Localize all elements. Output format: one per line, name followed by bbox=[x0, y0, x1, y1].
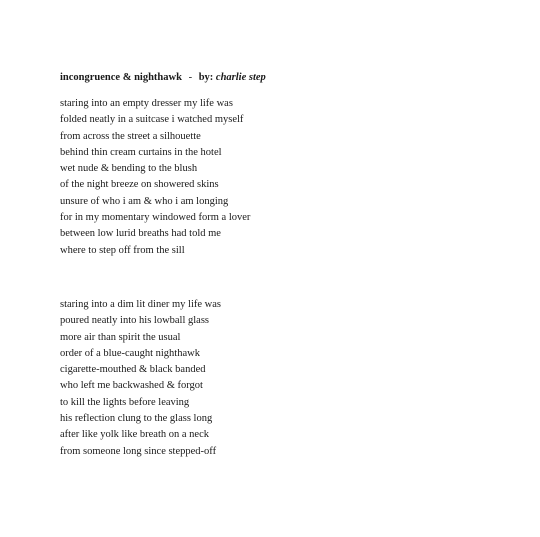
poem-line: for in my momentary windowed form a lover bbox=[60, 212, 251, 224]
poem-line: order of a blue-caught nighthawk bbox=[60, 347, 200, 359]
stanza-2 bbox=[60, 297, 500, 460]
poem-title-line bbox=[60, 70, 500, 86]
poem-line: where to step off from the sill bbox=[60, 244, 185, 256]
poem-line: more air than spirit the usual bbox=[60, 331, 181, 343]
poem-line: his reflection clung to the glass long bbox=[60, 413, 213, 425]
poem-line: poured neatly into his lowball glass bbox=[60, 315, 210, 327]
stanza-1 bbox=[60, 96, 500, 259]
byline-prefix: by: bbox=[198, 72, 214, 83]
poem-title: incongruence & nighthawk bbox=[60, 72, 182, 83]
poem-line: from across the street a silhouette bbox=[60, 130, 201, 142]
poem-line: after like yolk like breath on a neck bbox=[60, 429, 209, 441]
poem-author: charlie step bbox=[215, 72, 266, 83]
poem-line: cigarette-mouthed & black banded bbox=[60, 364, 206, 376]
title-separator: - bbox=[188, 72, 193, 83]
poem-line: who left me backwashed & forgot bbox=[60, 380, 203, 392]
poem-line: folded neatly in a suitcase i watched myself bbox=[60, 114, 244, 126]
poem-line: staring into an empty dresser my life was bbox=[60, 98, 233, 109]
poem-line: staring into a dim lit diner my life was bbox=[60, 298, 221, 310]
poem-page bbox=[60, 70, 500, 460]
poem-line: wet nude & bending to the blush bbox=[60, 163, 198, 175]
poem-line: between low lurid breaths had told me bbox=[60, 228, 221, 240]
poem-line: of the night breeze on showered skins bbox=[60, 179, 219, 191]
poem-line: behind thin cream curtains in the hotel bbox=[60, 146, 222, 158]
poem-line: unsure of who i am & who i am longing bbox=[60, 195, 229, 207]
poem-line: to kill the lights before leaving bbox=[60, 396, 190, 408]
stanza-gap bbox=[60, 259, 500, 297]
poem-line: from someone long since stepped-off bbox=[60, 445, 217, 457]
